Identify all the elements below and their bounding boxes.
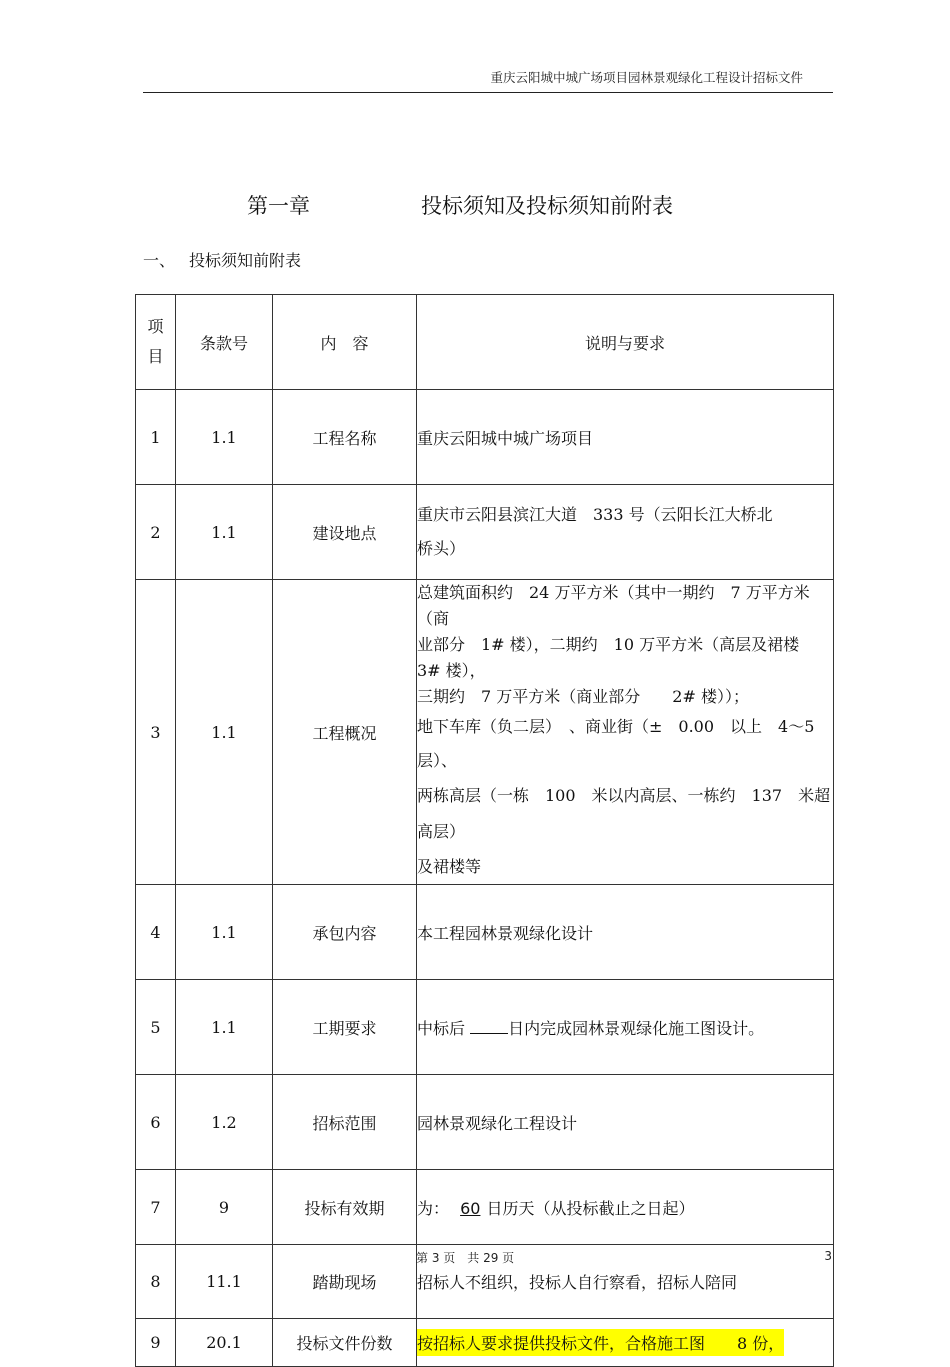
header-item-line2: 目 [147, 347, 164, 366]
header-title: 重庆云阳城中城广场项目园林景观绿化工程设计招标文件 [490, 70, 803, 85]
row-content: 建设地点 [273, 485, 417, 580]
chapter-number: 第一章 [247, 194, 310, 218]
row-description-line: 桥头） [417, 539, 466, 558]
bid-instructions-table [135, 294, 834, 1367]
row-clause: 1.2 [176, 1075, 273, 1170]
row-clause: 20.1 [176, 1319, 273, 1367]
row-item: 5 [136, 980, 176, 1075]
page-header [143, 66, 833, 93]
row-clause: 1.1 [176, 885, 273, 980]
row-description: 园林景观绿化工程设计 [417, 1075, 834, 1170]
table-row [136, 1170, 834, 1245]
page-count-label: 第 3 页 共 29 页 [416, 1251, 515, 1265]
row-item: 7 [136, 1170, 176, 1245]
table-row [136, 980, 834, 1075]
row-description-line: 及裙楼等 [417, 857, 482, 876]
page-number: 3 [824, 1249, 832, 1263]
table-row [136, 580, 834, 885]
row-description-prefix: 为： [417, 1198, 455, 1218]
row-description-line: 三期约 7 万平方米（商业部分 2# 楼））； [417, 687, 749, 706]
row-description-line: 地下车库（负二层） 、商业街（± 0.00 以上 4～5 层）、 [417, 717, 815, 770]
row-content: 工程名称 [273, 390, 417, 485]
row-content: 投标有效期 [273, 1170, 417, 1245]
row-item: 4 [136, 885, 176, 980]
row-description [417, 485, 834, 580]
header-content: 内 容 [273, 295, 417, 390]
row-item: 3 [136, 580, 176, 885]
row-description-line: 重庆市云阳县滨江大道 333 号（云阳长江大桥北 [417, 505, 773, 524]
section-index: 一、 [143, 251, 176, 270]
row-clause: 1.1 [176, 485, 273, 580]
row-description: 本工程园林景观绿化设计 [417, 885, 834, 980]
row-item: 9 [136, 1319, 176, 1367]
row-item: 2 [136, 485, 176, 580]
table-header-row [136, 295, 834, 390]
chapter-title: 投标须知及投标须知前附表 [421, 194, 673, 218]
row-clause: 1.1 [176, 980, 273, 1075]
section-heading [143, 248, 301, 271]
header-description: 说明与要求 [417, 295, 834, 390]
row-clause: 1.1 [176, 390, 273, 485]
table-row [136, 1075, 834, 1170]
row-description-suffix: 日内完成园林景观绿化施工图设计。 [508, 1018, 765, 1038]
header-item [136, 295, 176, 390]
row-description [417, 980, 834, 1075]
row-item: 8 [136, 1245, 176, 1319]
row-content: 工期要求 [273, 980, 417, 1075]
row-description-suffix: 日历天（从投标截止之日起） [486, 1198, 695, 1218]
header-clause: 条款号 [176, 295, 273, 390]
row-description [417, 1319, 834, 1367]
header-item-line1: 项 [147, 317, 164, 336]
row-clause: 11.1 [176, 1245, 273, 1319]
row-description [417, 580, 834, 885]
row-content: 工程概况 [273, 580, 417, 885]
row-content: 承包内容 [273, 885, 417, 980]
row-content: 招标范围 [273, 1075, 417, 1170]
row-clause: 9 [176, 1170, 273, 1245]
row-content: 投标文件份数 [273, 1319, 417, 1367]
row-clause: 1.1 [176, 580, 273, 885]
row-description: 招标人不组织，投标人自行察看，招标人陪同 [417, 1245, 834, 1319]
table-row [136, 885, 834, 980]
blank-fill-field [470, 1019, 508, 1034]
table-row [136, 390, 834, 485]
table-row [136, 485, 834, 580]
validity-days-value: 60 [460, 1198, 481, 1218]
row-item: 1 [136, 390, 176, 485]
row-description-prefix: 中标后 [417, 1018, 471, 1038]
highlighted-text: 按招标人要求提供投标文件，合格施工图 8 份， [417, 1329, 784, 1356]
section-title: 投标须知前附表 [189, 251, 302, 270]
row-description [417, 1170, 834, 1245]
row-description-line: 两栋高层（一栋 100 米以内高层、一栋约 137 米超高层） [417, 786, 831, 841]
row-description-line: 业部分 1# 楼），二期约 10 万平方米（高层及裙楼 3# 楼）， [417, 635, 816, 680]
row-content: 踏勘现场 [273, 1245, 417, 1319]
table-row [136, 1319, 834, 1367]
row-item: 6 [136, 1075, 176, 1170]
row-description-line: 总建筑面积约 24 万平方米（其中一期约 7 万平方米（商 [417, 583, 810, 628]
row-description: 重庆云阳城中城广场项目 [417, 390, 834, 485]
